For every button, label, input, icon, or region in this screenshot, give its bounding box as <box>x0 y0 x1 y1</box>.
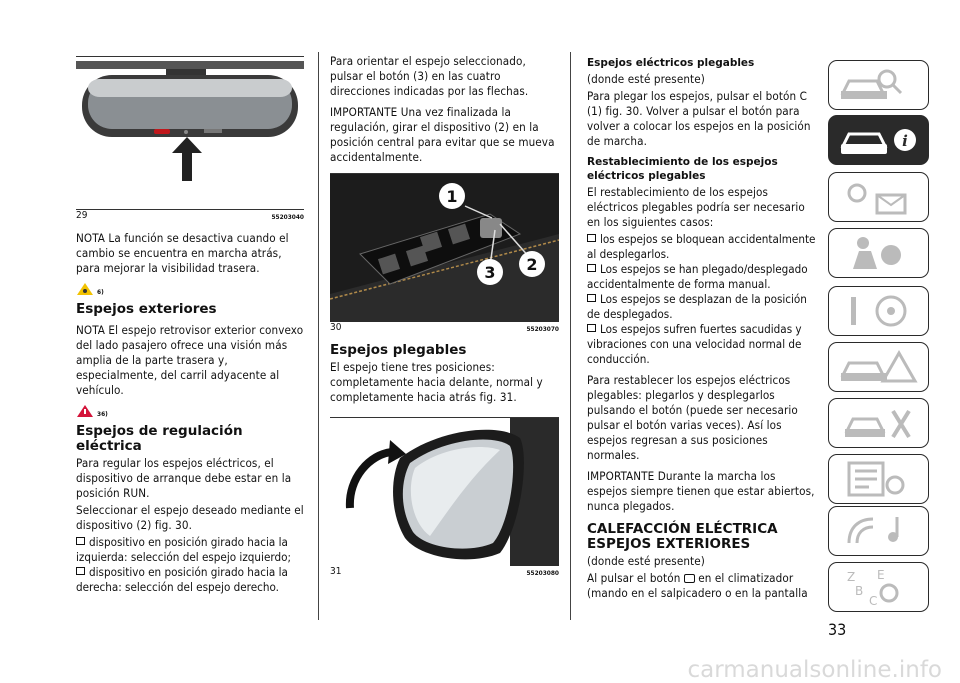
mirror-heater-icon <box>684 574 695 583</box>
list-item: dispositivo en posición girado hacia la izquierda: selección del espejo izquierdo; <box>76 535 291 564</box>
car-search-icon <box>829 61 928 109</box>
paragraph: (donde esté presente) <box>587 554 705 568</box>
svg-text:E: E <box>877 568 885 582</box>
bullet-box-icon <box>76 537 85 545</box>
svg-text:C: C <box>869 594 878 608</box>
figure-number: 29 <box>76 210 88 221</box>
paragraph: Para restablecer los espejos eléctricos plegables: plegarlos y desplegarlos pulsando el botón (puede ser necesario pulsar el botón varias veces). Así los espejos regresan a sus posiciones normales. <box>587 373 798 462</box>
airbag-icon <box>829 229 928 277</box>
door-switch-panel-image <box>330 174 559 322</box>
section-heading: ESPEJOS EXTERIORES <box>587 536 751 552</box>
column-left <box>76 0 304 595</box>
multimedia-icon <box>829 507 928 555</box>
warning-triangle-icon <box>76 282 94 296</box>
steering-wheel-icon <box>829 287 928 335</box>
tab-lights-messages[interactable] <box>828 172 929 222</box>
paragraph: (donde esté presente) <box>587 72 705 86</box>
callout-1: 1 <box>446 187 458 206</box>
watermark-bar <box>0 657 960 683</box>
column-divider <box>318 52 319 620</box>
side-mirror-image <box>330 418 559 566</box>
tab-multimedia[interactable] <box>828 506 929 556</box>
warning-lights-icon <box>829 173 928 221</box>
figure-number: 31 <box>330 566 342 577</box>
tab-maintenance[interactable] <box>828 398 929 448</box>
svg-text:Z: Z <box>847 570 856 584</box>
bullet-box-icon <box>76 567 85 575</box>
list-item: los espejos se bloquean accidentalmente al desplegarlos. <box>587 232 816 261</box>
bullet-box-icon <box>587 234 596 242</box>
note-paragraph: IMPORTANTE Durante la marcha los espejos siempre tienen que estar abiertos, nunca plegados. <box>587 469 815 513</box>
rearview-mirror-image <box>76 57 304 209</box>
list-item: dispositivo en posición girado hacia la derecha: selección del espejo derecho. <box>76 565 288 594</box>
paragraph: Seleccionar el espejo deseado mediante el dispositivo (2) fig. 30. <box>76 503 304 532</box>
figure-30 <box>330 173 559 322</box>
watermark: carmanualsonline.info <box>687 657 942 683</box>
tab-technical-data[interactable] <box>828 454 929 504</box>
column-divider <box>570 52 571 620</box>
list-item: Los espejos se desplazan de la posición de desplegados. <box>587 292 807 321</box>
bullet-box-icon <box>587 264 596 272</box>
document-list-icon <box>829 455 928 503</box>
section-heading: Espejos plegables <box>330 342 467 358</box>
section-heading: Espejos exteriores <box>76 301 217 317</box>
svg-text:B: B <box>855 584 864 598</box>
subsection-heading: Restablecimiento de los espejos eléctricos plegables <box>587 156 778 182</box>
paragraph: Para regular los espejos eléctricos, el dispositivo de arranque debe estar en la posición RUN. <box>76 456 292 500</box>
svg-text:i: i <box>902 132 908 150</box>
tab-car-info[interactable] <box>828 115 929 165</box>
figure-code: 55203070 <box>526 325 559 333</box>
tab-safety[interactable] <box>828 228 929 278</box>
paragraph: Para orientar el espejo seleccionado, pulsar el botón (3) en las cuatro direcciones indicadas por las flechas. <box>330 54 529 98</box>
section-heading: Espejos de regulación eléctrica <box>76 423 243 454</box>
paragraph: El espejo tiene tres posiciones: completamente hacia delante, normal y completamente hacia atrás fig. 31. <box>330 360 543 404</box>
subsection-heading: Espejos eléctricos plegables <box>587 57 755 69</box>
figure-code: 55203040 <box>271 213 304 221</box>
tab-index[interactable] <box>828 562 929 612</box>
column-middle <box>330 0 559 577</box>
car-emergency-icon <box>829 343 928 391</box>
warning-tag: 36) <box>97 410 108 418</box>
paragraph: El restablecimiento de los espejos eléctricos plegables podría ser necesario en los siguientes casos: <box>587 185 805 229</box>
figure-code: 55203080 <box>526 569 559 577</box>
column-right <box>587 0 819 607</box>
note-paragraph: NOTA El espejo retrovisor exterior convexo del lado pasajero ofrece una visión más amplia de la parte trasera y, especialmente, del carril adyacente al vehículo. <box>76 323 304 397</box>
figure-30-caption <box>330 322 559 333</box>
tab-emergency[interactable] <box>828 342 929 392</box>
callout-3: 3 <box>484 263 496 282</box>
tab-car-overview[interactable] <box>828 60 929 110</box>
figure-number: 30 <box>330 322 342 333</box>
warning-triangle-icon <box>76 404 94 418</box>
figure-31 <box>330 417 559 566</box>
bullet-box-icon <box>587 294 596 302</box>
callout-2: 2 <box>526 255 538 274</box>
list-item: Los espejos se han plegado/desplegado accidentalmente de forma manual. <box>587 262 808 291</box>
list-item: Los espejos sufren fuertes sacudidas y vibraciones con una velocidad normal de conducción. <box>587 322 802 366</box>
note-paragraph: IMPORTANTE Una vez finalizada la regulación, girar el dispositivo (2) en la posición central para evitar que se mueva accidentalmente. <box>330 105 555 164</box>
bullet-box-icon <box>587 324 596 332</box>
warning-tag: 6) <box>97 288 104 296</box>
section-heading: CALEFACCIÓN ELÉCTRICA <box>587 521 778 537</box>
figure-29 <box>76 56 304 209</box>
tools-icon <box>829 399 928 447</box>
figure-29-caption <box>76 209 304 221</box>
tab-starting-driving[interactable] <box>828 286 929 336</box>
figure-31-caption <box>330 566 559 577</box>
paragraph: Al pulsar el botón en el climatizador (mando en el salpicadero o en la pantalla <box>587 571 808 600</box>
note-paragraph: NOTA La función se desactiva cuando el cambio se encuentra en marcha atrás, para mejorar la visibilidad trasera. <box>76 231 289 275</box>
page-number: 33 <box>828 620 847 639</box>
paragraph: Para plegar los espejos, pulsar el botón C (1) fig. 30. Volver a pulsar el botón para volver a colocar los espejos en la posición de marcha. <box>587 89 811 148</box>
warning-reference <box>76 404 304 418</box>
car-info-icon <box>829 116 928 164</box>
alphabet-index-icon <box>829 563 928 611</box>
warning-reference <box>76 282 304 296</box>
